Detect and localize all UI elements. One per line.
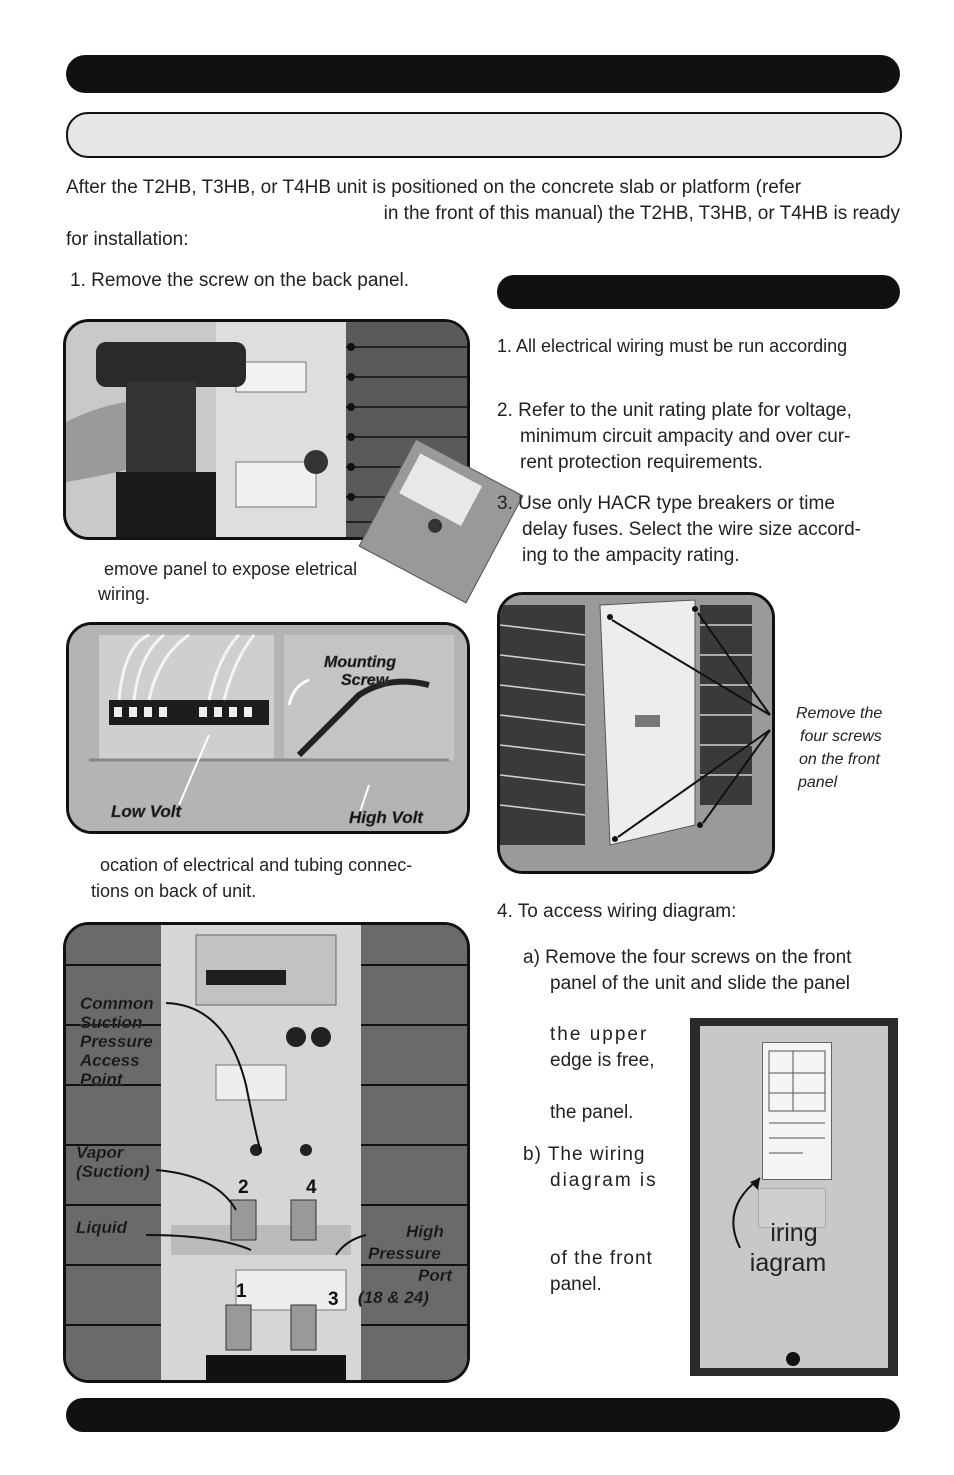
intro-line-3: for installation: xyxy=(66,229,189,250)
item-4b-line-4: panel. xyxy=(550,1274,602,1295)
elec-item-3-c: ing to the ampacity rating. xyxy=(522,545,740,566)
photo-back-connections xyxy=(63,922,470,1383)
elec-item-3-a: 3. Use only HACR type breakers or time xyxy=(497,493,835,514)
label-sizes: (18 & 24) xyxy=(358,1288,429,1307)
elec-item-4: 4. To access wiring diagram: xyxy=(497,901,737,922)
label-access: Access xyxy=(80,1051,140,1070)
item-4a-line-2: panel of the unit and slide the panel xyxy=(550,973,851,994)
photo-front-panel xyxy=(497,592,775,874)
label-point: Point xyxy=(80,1070,123,1089)
diagram-label-line-2: iagram xyxy=(749,1249,827,1277)
photo-wiring-box xyxy=(66,622,470,834)
subheader-bar xyxy=(66,112,902,158)
port-number-4: 4 xyxy=(306,1177,317,1198)
step-1-text: 1. Remove the screw on the back panel. xyxy=(70,270,410,291)
label-high-volt: High Volt xyxy=(349,808,423,827)
port-number-1: 1 xyxy=(236,1281,247,1302)
diagram-label-line-1: iring xyxy=(770,1219,818,1247)
item-4a-line-1: a) Remove the four screws on the front xyxy=(523,947,852,968)
label-mounting: Mounting xyxy=(324,654,396,671)
port-number-2: 2 xyxy=(238,1177,249,1198)
elec-item-1: 1. All electrical wiring must be run according xyxy=(497,336,848,356)
section-bar-electrical xyxy=(497,275,900,309)
label-port: Port xyxy=(418,1266,452,1285)
front-caption-line-2: four screws xyxy=(800,728,882,745)
label-high-pressure: Pressure xyxy=(368,1244,441,1263)
label-liquid: Liquid xyxy=(76,1218,127,1237)
front-caption-line-3: on the front xyxy=(799,751,880,768)
item-4b-line-1: b) The wiring xyxy=(523,1144,646,1165)
label-screw: Screw xyxy=(341,672,389,689)
label-pressure: Pressure xyxy=(80,1032,153,1051)
front-caption-line-1: Remove the xyxy=(796,705,883,722)
elec-item-3-b: delay fuses. Select the wire size accord- xyxy=(522,519,861,540)
label-vapor: Vapor xyxy=(76,1143,124,1162)
front-panel-caption xyxy=(796,702,882,794)
elec-item-2-a: 2. Refer to the unit rating plate for voltage, xyxy=(497,400,852,421)
label-common: Common xyxy=(80,994,154,1013)
caption-2-line-1: ocation of electrical and tubing connec- xyxy=(100,855,413,875)
label-low-volt: Low Volt xyxy=(111,802,182,821)
elec-item-2-c: rent protection requirements. xyxy=(520,452,763,473)
caption-1-line-2: wiring. xyxy=(98,584,151,604)
elec-item-2-b: minimum circuit ampacity and over cur- xyxy=(520,426,851,447)
item-4a-line-3: the upper xyxy=(550,1024,649,1045)
item-4a-line-4: edge is free, xyxy=(550,1050,655,1071)
label-high: High xyxy=(406,1222,444,1241)
diagram-label xyxy=(690,1218,898,1278)
port-number-3: 3 xyxy=(328,1289,339,1310)
wiring-diagram-sheet xyxy=(762,1042,832,1180)
item-4a-line-5: the panel. xyxy=(550,1102,634,1123)
header-bar xyxy=(66,55,900,93)
front-caption-line-4: panel xyxy=(798,774,838,791)
label-vapor-suction: (Suction) xyxy=(76,1162,150,1181)
label-suction: Suction xyxy=(80,1013,143,1032)
caption-2-line-2: tions on back of unit. xyxy=(91,881,257,901)
intro-line-1: After the T2HB, T3HB, or T4HB unit is positioned on the concrete slab or platform (refer xyxy=(66,177,802,198)
caption-1-line-1: emove panel to expose eletrical xyxy=(104,559,358,579)
item-4b-line-3: of the front xyxy=(550,1248,653,1269)
footer-bar xyxy=(66,1398,900,1432)
item-4b-line-2: diagram is xyxy=(550,1170,658,1191)
intro-line-2: in the front of this manual) the T2HB, T3HB, or T4HB is ready xyxy=(383,203,900,224)
photo-wiring-diagram-panel xyxy=(690,1018,898,1376)
